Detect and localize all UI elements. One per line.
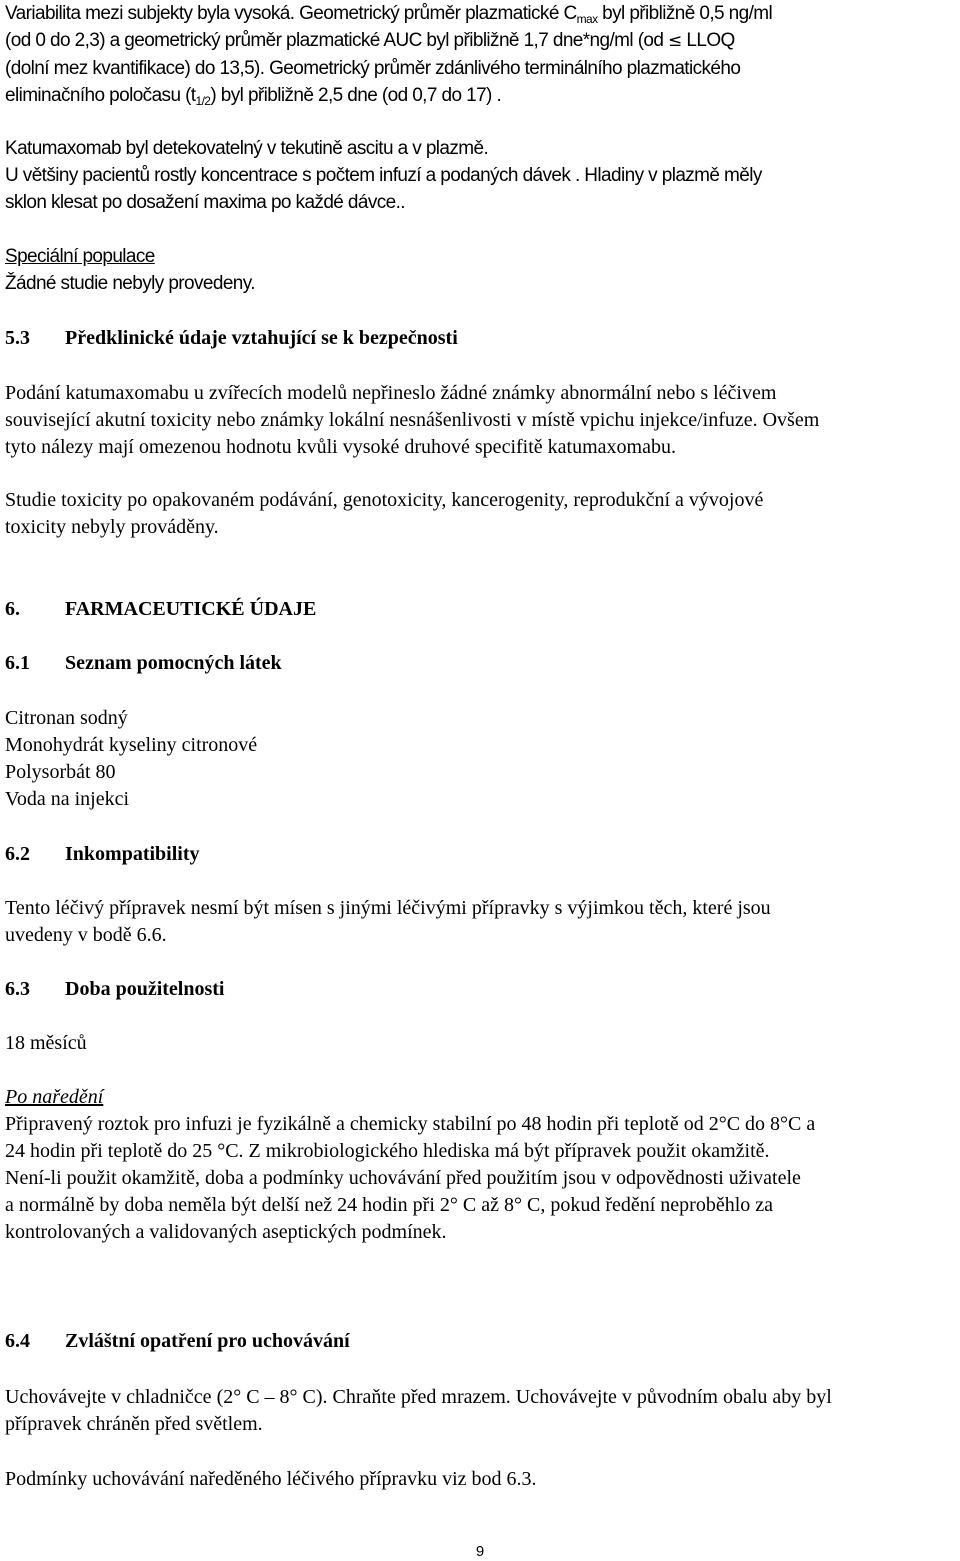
pk-line-4: eliminačního poločasu $(t_{1/2})$ byl přibližně 2,5 dne (od 0,7 do 17) . xyxy=(5,85,502,108)
list-item: Citronan sodný xyxy=(5,707,128,729)
section-5-3 xyxy=(5,325,960,352)
dilution-line-2: 24 hodin při teplotě do 25 °C. Z mikrobiologického hlediska má být přípravek použit okamžitě. xyxy=(5,1140,770,1162)
section-6-2 xyxy=(5,841,199,868)
s64-line-2: přípravek chráněn před světlem. xyxy=(5,1413,263,1435)
section-6 xyxy=(5,596,316,623)
dilution-line-3: Není-li použit okamžitě, doba a podmínky uchovávání před použitím jsou v odpovědnosti uživatele xyxy=(5,1167,801,1189)
shelf-life xyxy=(5,1030,87,1057)
s64-line-1: Uchovávejte v chladničce (2° C – 8° C). Chraňte před mrazem. Uchovávejte v původním obalu aby byl xyxy=(5,1386,832,1408)
section-5-3-paragraph-1 xyxy=(5,380,960,461)
dilution-line-4: a normálně by doba neměla být delší než 24 hodin při 2° C až 8° C, pokud ředění neproběhlo za xyxy=(5,1194,774,1216)
shelf-life-value: 18 měsíců xyxy=(5,1032,87,1054)
section-6-4 xyxy=(5,1328,350,1355)
section-5-3-heading: 5.3 Předklinické údaje vztahující se k bezpečnosti xyxy=(5,327,458,349)
section-6-4-text xyxy=(5,1384,960,1438)
s53-p1-line-3: tyto nálezy mají omezenou hodnotu kvůli vysoké druhové specifitě katumaxomabu. xyxy=(5,436,676,458)
s62-line-1: Tento léčivý přípravek nesmí být mísen s jinými léčivými přípravky s výjimkou těch, které jsou xyxy=(5,897,771,919)
excipient-list xyxy=(5,705,257,813)
detection-line-2: U většiny pacientů rostly koncentrace s počtem infuzí a podaných dávek . Hladiny v plazmě měly xyxy=(5,165,762,186)
section-6-1 xyxy=(5,650,282,677)
detection-line-3: sklon klesat po dosažení maxima po každé dávce.. xyxy=(5,192,405,213)
detection-paragraph xyxy=(5,135,960,216)
dilution-line-1: Připravený roztok pro infuzi je fyzikálně a chemicky stabilní po 48 hodin při teplotě od 2°C do 8°C a xyxy=(5,1113,816,1135)
section-6-heading: 6. FARMACEUTICKÉ ÚDAJE xyxy=(5,598,317,620)
special-populations-text: Žádné studie nebyly provedeny. xyxy=(5,273,255,294)
special-populations xyxy=(5,243,255,297)
list-item: Monohydrát kyseliny citronové xyxy=(5,734,258,756)
pk-line-1: Variabilita mezi subjekty byla vysoká. Geometrický průměr plazmatické $C_{max}$ byl přibližně 0,5 ng/ml xyxy=(5,3,773,26)
pk-paragraph xyxy=(5,0,960,109)
dilution-line-5: kontrolovaných a validovaných aseptických podmínek. xyxy=(5,1221,447,1243)
special-populations-heading: Speciální populace xyxy=(5,246,155,267)
s62-line-2: uvedeny v bodě 6.6. xyxy=(5,924,167,946)
s53-p1-line-2: související akutní toxicity nebo známky lokální nesnášenlivosti v místě vpichu injekce/infuze. Ovšem xyxy=(5,409,820,431)
section-6-4-heading: 6.4 Zvláštní opatření pro uchovávání xyxy=(5,1330,350,1352)
section-6-2-text xyxy=(5,895,960,949)
section-6-1-heading: 6.1 Seznam pomocných látek xyxy=(5,652,282,674)
section-6-3-heading: 6.3 Doba použitelnosti xyxy=(5,978,225,1000)
s64-line-3: Podmínky uchovávání naředěného léčivého přípravku viz bod 6.3. xyxy=(5,1468,537,1490)
pk-line-3: (dolní mez kvantifikace) do 13,5). Geometrický průměr zdánlivého terminálního plazmatického xyxy=(5,58,741,79)
section-6-2-heading: 6.2 Inkompatibility xyxy=(5,843,200,865)
list-item: Voda na injekci xyxy=(5,788,130,810)
section-6-4-note xyxy=(5,1466,960,1493)
section-6-3 xyxy=(5,976,224,1003)
s53-p2-line-1: Studie toxicity po opakovaném podávání, genotoxicity, kancerogenity, reprodukční a vývojové xyxy=(5,489,764,511)
after-dilution-heading: Po naředění xyxy=(5,1086,104,1108)
after-dilution xyxy=(5,1084,960,1246)
page-number: 9 xyxy=(475,1543,485,1560)
detection-line-1: Katumaxomab byl detekovatelný v tekutině ascitu a v plazmě. xyxy=(5,138,489,159)
less-equal-symbol: ≤ xyxy=(668,31,682,51)
list-item: Polysorbát 80 xyxy=(5,761,116,783)
s53-p1-line-1: Podání katumaxomabu u zvířecích modelů nepřineslo žádné známky abnormální nebo s léčivem xyxy=(5,382,777,404)
pk-line-2: (od 0 do 2,3) a geometrický průměr plazmatické AUC byl přibližně 1,7 dne*ng/ml (od ≤ LLOQ xyxy=(5,30,735,51)
section-5-3-paragraph-2 xyxy=(5,487,960,541)
s53-p2-line-2: toxicity nebyly prováděny. xyxy=(5,516,219,538)
